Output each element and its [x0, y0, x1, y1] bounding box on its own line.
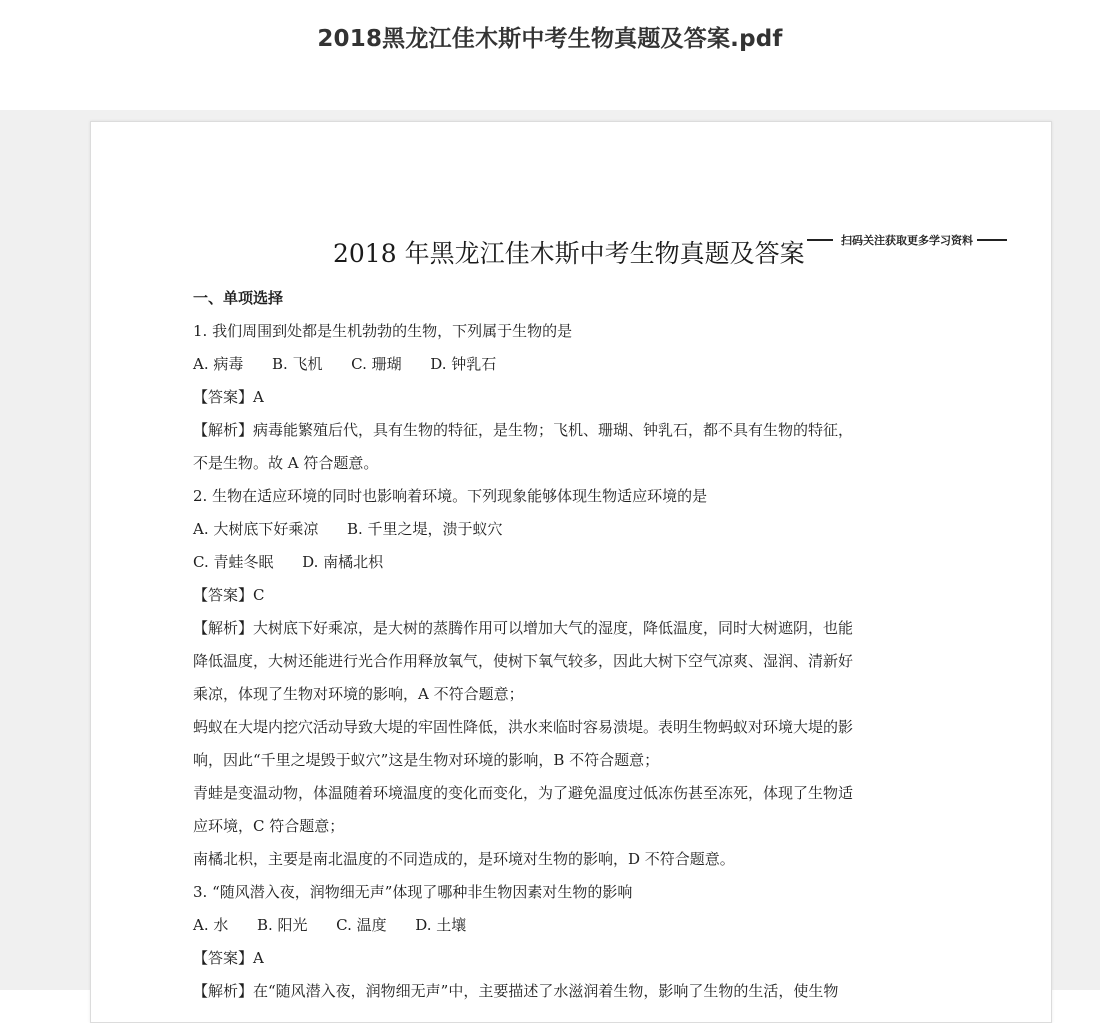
title-bar	[0, 0, 1100, 110]
document-title: 2018黑龙江佳木斯中考生物真题及答案.pdf	[317, 26, 783, 52]
question-1: 1. 我们周围到处都是生机勃勃的生物，下列属于生物的是	[193, 322, 573, 340]
question-2: 2. 生物在适应环境的同时也影响着环境。下列现象能够体现生物适应环境的是	[193, 487, 708, 505]
pdf-viewer[interactable]	[0, 110, 1100, 1000]
question-1-analysis: 【解析】病毒能繁殖后代，具有生物的特征，是生物；飞机、珊瑚、钟乳石，都不具有生物的特征，	[193, 421, 854, 439]
question-2-answer: 【答案】C	[193, 586, 265, 604]
question-2-analysis-cont: 青蛙是变温动物，体温随着环境温度的变化而变化，为了避免温度过低冻伤甚至冻死，体现了生物适	[193, 784, 854, 802]
section-heading: 一、单项选择	[193, 289, 284, 307]
promo-rule-right	[977, 239, 1007, 241]
question-2-analysis-cont: 响，因此“千里之堤毁于蚁穴”这是生物对环境的影响，B 不符合题意；	[193, 751, 660, 769]
question-2-analysis-cont: 应环境，C 符合题意；	[193, 817, 345, 835]
question-1-answer: 【答案】A	[193, 388, 264, 406]
question-1-analysis-cont: 不是生物。故 A 符合题意。	[193, 454, 379, 472]
question-2-options-cd: C. 青蛙冬眠 D. 南橘北枳	[193, 553, 384, 571]
question-2-analysis-cont: 蚂蚁在大堤内挖穴活动导致大堤的牢固性降低，洪水来临时容易溃堤。表明生物蚂蚁对环境大堤的影	[193, 718, 854, 736]
question-2-analysis-cont: 降低温度，大树还能进行光合作用释放氧气，使树下氧气较多，因此大树下空气凉爽、湿润、清新好	[193, 652, 854, 670]
question-2-options-ab: A. 大树底下好乘凉 B. 千里之堤，溃于蚁穴	[193, 520, 503, 538]
promo-banner	[807, 232, 1007, 248]
question-2-analysis: 【解析】大树底下好乘凉，是大树的蒸腾作用可以增加大气的湿度，降低温度，同时大树遮阴，也能	[193, 619, 854, 637]
question-2-analysis-cont: 南橘北枳，主要是南北温度的不同造成的，是环境对生物的影响，D 不符合题意。	[193, 850, 735, 868]
question-3-answer: 【答案】A	[193, 949, 264, 967]
question-3-options: A. 水 B. 阳光 C. 温度 D. 土壤	[193, 916, 467, 934]
promo-rule-left	[807, 239, 833, 241]
page-content	[193, 282, 953, 1008]
question-3-analysis: 【解析】在“随风潜入夜，润物细无声”中，主要描述了水滋润着生物，影响了生物的生活，使生物	[193, 982, 839, 1000]
promo-text: 扫码关注获取更多学习资料	[841, 234, 973, 247]
pdf-page	[90, 121, 1052, 1023]
question-3: 3. “随风潜入夜，润物细无声”体现了哪种非生物因素对生物的影响	[193, 883, 633, 901]
page-heading: 2018 年黑龙江佳木斯中考生物真题及答案	[333, 239, 805, 268]
question-2-analysis-cont: 乘凉，体现了生物对环境的影响，A 不符合题意；	[193, 685, 524, 703]
question-1-options: A. 病毒 B. 飞机 C. 珊瑚 D. 钟乳石	[193, 355, 497, 373]
